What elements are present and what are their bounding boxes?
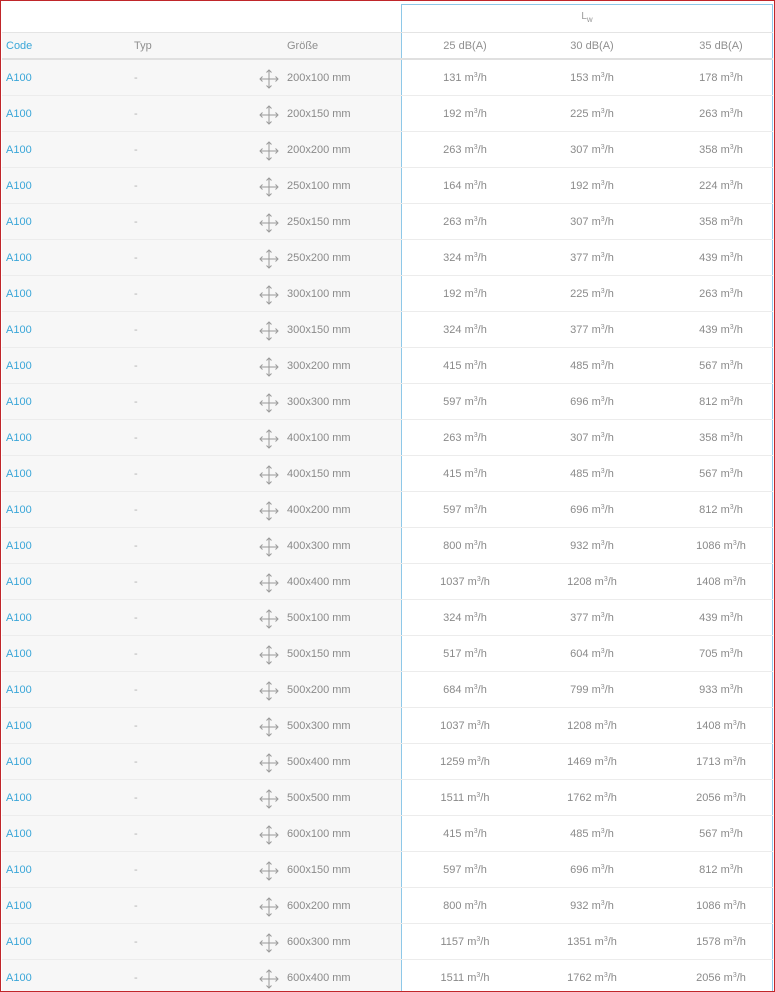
- row-code-link[interactable]: A100: [6, 576, 32, 588]
- row-size: 600x300 mm: [287, 936, 351, 948]
- move-arrows-icon: [258, 752, 280, 774]
- row-value-25db: 1157 $m^3/h$: [440, 936, 490, 948]
- move-arrows-icon: [258, 284, 280, 306]
- table-row: [2, 132, 773, 168]
- move-arrows-icon: [258, 716, 280, 738]
- row-code-link[interactable]: A100: [6, 180, 32, 192]
- table-row: [2, 888, 773, 924]
- row-value-35db: 358 $m^3/h$: [699, 432, 743, 444]
- move-arrows-icon: [258, 572, 280, 594]
- table-row: [2, 600, 773, 636]
- row-size: 500x400 mm: [287, 756, 351, 768]
- table-row: [2, 312, 773, 348]
- table-row: [2, 960, 773, 992]
- row-value-35db: 439 $m^3/h$: [699, 252, 743, 264]
- row-size: 500x500 mm: [287, 792, 351, 804]
- row-typ: -: [134, 504, 138, 516]
- row-typ: -: [134, 648, 138, 660]
- row-size: 400x200 mm: [287, 504, 351, 516]
- move-arrows-icon: [258, 896, 280, 918]
- row-value-25db: 192 $m^3/h$: [443, 288, 487, 300]
- row-size: 600x200 mm: [287, 900, 351, 912]
- row-typ: -: [134, 180, 138, 192]
- lw-group-header: [401, 11, 773, 27]
- row-size: 600x100 mm: [287, 828, 351, 840]
- row-value-35db: 567 $m^3/h$: [699, 828, 743, 840]
- table-row: [2, 528, 773, 564]
- row-value-35db: 1408 $m^3/h$: [696, 720, 746, 732]
- row-code-link[interactable]: A100: [6, 792, 32, 804]
- row-code-link[interactable]: A100: [6, 216, 32, 228]
- row-value-30db: 696 $m^3/h$: [570, 864, 614, 876]
- row-typ: -: [134, 720, 138, 732]
- row-code-link[interactable]: A100: [6, 972, 32, 984]
- row-size: 300x300 mm: [287, 396, 351, 408]
- row-value-35db: 439 $m^3/h$: [699, 612, 743, 624]
- row-typ: -: [134, 936, 138, 948]
- row-value-25db: 415 $m^3/h$: [443, 828, 487, 840]
- move-arrows-icon: [258, 644, 280, 666]
- table-row: [2, 564, 773, 600]
- move-arrows-icon: [258, 392, 280, 414]
- row-typ: -: [134, 972, 138, 984]
- row-code-link[interactable]: A100: [6, 648, 32, 660]
- lw-subscript: w: [586, 15, 593, 24]
- row-value-30db: 307 $m^3/h$: [570, 432, 614, 444]
- row-value-30db: 377 $m^3/h$: [570, 252, 614, 264]
- lw-letter: L: [581, 11, 587, 22]
- table-row: [2, 744, 773, 780]
- row-value-35db: 1086 $m^3/h$: [696, 900, 746, 912]
- row-size: 200x100 mm: [287, 72, 351, 84]
- table-row: [2, 456, 773, 492]
- row-value-30db: 1208 $m^3/h$: [567, 720, 617, 732]
- row-value-25db: 1259 $m^3/h$: [440, 756, 490, 768]
- table-row: [2, 96, 773, 132]
- move-arrows-icon: [258, 104, 280, 126]
- row-value-30db: 485 $m^3/h$: [570, 360, 614, 372]
- move-arrows-icon: [258, 212, 280, 234]
- row-value-30db: 192 $m^3/h$: [570, 180, 614, 192]
- move-arrows-icon: [258, 932, 280, 954]
- row-value-35db: 2056 $m^3/h$: [696, 792, 746, 804]
- row-value-35db: 439 $m^3/h$: [699, 324, 743, 336]
- row-code-link[interactable]: A100: [6, 72, 32, 84]
- row-value-30db: 307 $m^3/h$: [570, 144, 614, 156]
- row-value-25db: 324 $m^3/h$: [443, 324, 487, 336]
- row-typ: -: [134, 396, 138, 408]
- row-value-30db: 932 $m^3/h$: [570, 540, 614, 552]
- row-code-link[interactable]: A100: [6, 936, 32, 948]
- row-code-link[interactable]: A100: [6, 504, 32, 516]
- row-value-25db: 597 $m^3/h$: [443, 396, 487, 408]
- row-size: 200x200 mm: [287, 144, 351, 156]
- row-size: 400x400 mm: [287, 576, 351, 588]
- move-arrows-icon: [258, 824, 280, 846]
- row-value-25db: 324 $m^3/h$: [443, 252, 487, 264]
- row-code-link[interactable]: A100: [6, 324, 32, 336]
- row-typ: -: [134, 288, 138, 300]
- table-row: [2, 636, 773, 672]
- table-row: [2, 780, 773, 816]
- move-arrows-icon: [258, 788, 280, 810]
- row-value-25db: 800 $m^3/h$: [443, 900, 487, 912]
- row-value-25db: 800 $m^3/h$: [443, 540, 487, 552]
- row-value-35db: 567 $m^3/h$: [699, 360, 743, 372]
- row-size: 250x200 mm: [287, 252, 351, 264]
- move-arrows-icon: [258, 140, 280, 162]
- table-row: [2, 852, 773, 888]
- row-value-25db: 263 $m^3/h$: [443, 144, 487, 156]
- move-arrows-icon: [258, 320, 280, 342]
- row-code-link[interactable]: A100: [6, 144, 32, 156]
- row-code-link[interactable]: A100: [6, 720, 32, 732]
- row-value-35db: 224 $m^3/h$: [699, 180, 743, 192]
- table-row: [2, 924, 773, 960]
- row-code-link[interactable]: A100: [6, 360, 32, 372]
- row-value-35db: 705 $m^3/h$: [699, 648, 743, 660]
- row-value-25db: 192 $m^3/h$: [443, 108, 487, 120]
- row-value-30db: 225 $m^3/h$: [570, 108, 614, 120]
- row-typ: -: [134, 468, 138, 480]
- row-value-30db: 377 $m^3/h$: [570, 324, 614, 336]
- row-value-35db: 263 $m^3/h$: [699, 108, 743, 120]
- row-value-30db: 799 $m^3/h$: [570, 684, 614, 696]
- move-arrows-icon: [258, 500, 280, 522]
- row-typ: -: [134, 900, 138, 912]
- table-row: [2, 240, 773, 276]
- move-arrows-icon: [258, 428, 280, 450]
- row-value-35db: 1408 $m^3/h$: [696, 576, 746, 588]
- row-value-30db: 377 $m^3/h$: [570, 612, 614, 624]
- row-typ: -: [134, 432, 138, 444]
- row-value-30db: 153 $m^3/h$: [570, 72, 614, 84]
- row-value-35db: 812 $m^3/h$: [699, 864, 743, 876]
- row-value-25db: 131 $m^3/h$: [443, 72, 487, 84]
- row-size: 400x300 mm: [287, 540, 351, 552]
- move-arrows-icon: [258, 176, 280, 198]
- row-value-30db: 604 $m^3/h$: [570, 648, 614, 660]
- table-body: [2, 60, 773, 992]
- row-typ: -: [134, 108, 138, 120]
- row-value-35db: 1086 $m^3/h$: [696, 540, 746, 552]
- table-row: [2, 708, 773, 744]
- row-size: 500x100 mm: [287, 612, 351, 624]
- row-value-25db: 1037 $m^3/h$: [440, 720, 490, 732]
- row-value-30db: 225 $m^3/h$: [570, 288, 614, 300]
- table-row: [2, 420, 773, 456]
- header-30db[interactable]: 30 dB(A): [570, 40, 614, 52]
- row-value-30db: 696 $m^3/h$: [570, 504, 614, 516]
- row-typ: -: [134, 684, 138, 696]
- row-value-30db: 307 $m^3/h$: [570, 216, 614, 228]
- row-code-link[interactable]: A100: [6, 288, 32, 300]
- table-row: [2, 276, 773, 312]
- row-value-35db: 812 $m^3/h$: [699, 396, 743, 408]
- row-typ: -: [134, 72, 138, 84]
- row-value-25db: 415 $m^3/h$: [443, 468, 487, 480]
- row-value-30db: 1762 $m^3/h$: [567, 972, 617, 984]
- row-size: 600x400 mm: [287, 972, 351, 984]
- row-code-link[interactable]: A100: [6, 828, 32, 840]
- row-code-link[interactable]: A100: [6, 540, 32, 552]
- row-typ: -: [134, 756, 138, 768]
- row-value-25db: 1511 $m^3/h$: [440, 972, 490, 984]
- move-arrows-icon: [258, 356, 280, 378]
- row-value-25db: 597 $m^3/h$: [443, 504, 487, 516]
- row-value-35db: 1713 $m^3/h$: [696, 756, 746, 768]
- row-value-25db: 1037 $m^3/h$: [440, 576, 490, 588]
- row-value-25db: 164 $m^3/h$: [443, 180, 487, 192]
- row-size: 400x150 mm: [287, 468, 351, 480]
- row-value-35db: 1578 $m^3/h$: [696, 936, 746, 948]
- row-value-35db: 263 $m^3/h$: [699, 288, 743, 300]
- table-row: [2, 672, 773, 708]
- move-arrows-icon: [258, 464, 280, 486]
- table-row: [2, 816, 773, 852]
- table-header: [2, 32, 773, 60]
- row-value-30db: 696 $m^3/h$: [570, 396, 614, 408]
- move-arrows-icon: [258, 68, 280, 90]
- row-code-link[interactable]: A100: [6, 108, 32, 120]
- row-value-25db: 263 $m^3/h$: [443, 432, 487, 444]
- row-value-25db: 517 $m^3/h$: [443, 648, 487, 660]
- row-value-30db: 485 $m^3/h$: [570, 468, 614, 480]
- row-size: 600x150 mm: [287, 864, 351, 876]
- row-typ: -: [134, 864, 138, 876]
- row-value-30db: 1208 $m^3/h$: [567, 576, 617, 588]
- row-value-35db: 933 $m^3/h$: [699, 684, 743, 696]
- row-size: 500x300 mm: [287, 720, 351, 732]
- row-value-30db: 485 $m^3/h$: [570, 828, 614, 840]
- row-code-link[interactable]: A100: [6, 900, 32, 912]
- table-row: [2, 348, 773, 384]
- row-size: 400x100 mm: [287, 432, 351, 444]
- row-value-25db: 684 $m^3/h$: [443, 684, 487, 696]
- table-row: [2, 168, 773, 204]
- table-row: [2, 492, 773, 528]
- row-typ: -: [134, 612, 138, 624]
- header-typ[interactable]: Typ: [134, 40, 152, 52]
- row-size: 200x150 mm: [287, 108, 351, 120]
- row-code-link[interactable]: A100: [6, 864, 32, 876]
- move-arrows-icon: [258, 680, 280, 702]
- row-typ: -: [134, 360, 138, 372]
- move-arrows-icon: [258, 536, 280, 558]
- header-groesse[interactable]: Größe: [287, 40, 319, 52]
- row-typ: -: [134, 792, 138, 804]
- row-typ: -: [134, 576, 138, 588]
- row-value-35db: 2056 $m^3/h$: [696, 972, 746, 984]
- move-arrows-icon: [258, 860, 280, 882]
- row-value-25db: 263 $m^3/h$: [443, 216, 487, 228]
- row-code-link[interactable]: A100: [6, 612, 32, 624]
- row-size: 500x200 mm: [287, 684, 351, 696]
- row-size: 500x150 mm: [287, 648, 351, 660]
- row-size: 300x200 mm: [287, 360, 351, 372]
- header-code[interactable]: Code: [6, 40, 33, 52]
- row-value-35db: 812 $m^3/h$: [699, 504, 743, 516]
- row-value-25db: 324 $m^3/h$: [443, 612, 487, 624]
- row-size: 300x150 mm: [287, 324, 351, 336]
- row-size: 250x100 mm: [287, 180, 351, 192]
- header-35db[interactable]: 35 dB(A): [699, 40, 743, 52]
- row-value-35db: 358 $m^3/h$: [699, 216, 743, 228]
- row-value-35db: 178 $m^3/h$: [699, 72, 743, 84]
- row-typ: -: [134, 216, 138, 228]
- row-code-link[interactable]: A100: [6, 468, 32, 480]
- row-value-25db: 597 $m^3/h$: [443, 864, 487, 876]
- row-value-25db: 1511 $m^3/h$: [440, 792, 490, 804]
- table-row: [2, 384, 773, 420]
- row-size: 250x150 mm: [287, 216, 351, 228]
- row-value-30db: 1469 $m^3/h$: [567, 756, 617, 768]
- row-typ: -: [134, 252, 138, 264]
- move-arrows-icon: [258, 248, 280, 270]
- row-code-link[interactable]: A100: [6, 396, 32, 408]
- row-code-link[interactable]: A100: [6, 432, 32, 444]
- row-typ: -: [134, 828, 138, 840]
- row-typ: -: [134, 540, 138, 552]
- move-arrows-icon: [258, 608, 280, 630]
- row-value-30db: 1351 $m^3/h$: [567, 936, 617, 948]
- header-25db[interactable]: 25 dB(A): [443, 40, 487, 52]
- row-value-30db: 932 $m^3/h$: [570, 900, 614, 912]
- move-arrows-icon: [258, 968, 280, 990]
- row-typ: -: [134, 144, 138, 156]
- table-row: [2, 60, 773, 96]
- row-value-25db: 415 $m^3/h$: [443, 360, 487, 372]
- top-spacer: [2, 2, 401, 32]
- row-code-link[interactable]: A100: [6, 756, 32, 768]
- row-code-link[interactable]: A100: [6, 252, 32, 264]
- row-value-30db: 1762 $m^3/h$: [567, 792, 617, 804]
- row-size: 300x100 mm: [287, 288, 351, 300]
- row-value-35db: 567 $m^3/h$: [699, 468, 743, 480]
- row-code-link[interactable]: A100: [6, 684, 32, 696]
- table-row: [2, 204, 773, 240]
- row-value-35db: 358 $m^3/h$: [699, 144, 743, 156]
- row-typ: -: [134, 324, 138, 336]
